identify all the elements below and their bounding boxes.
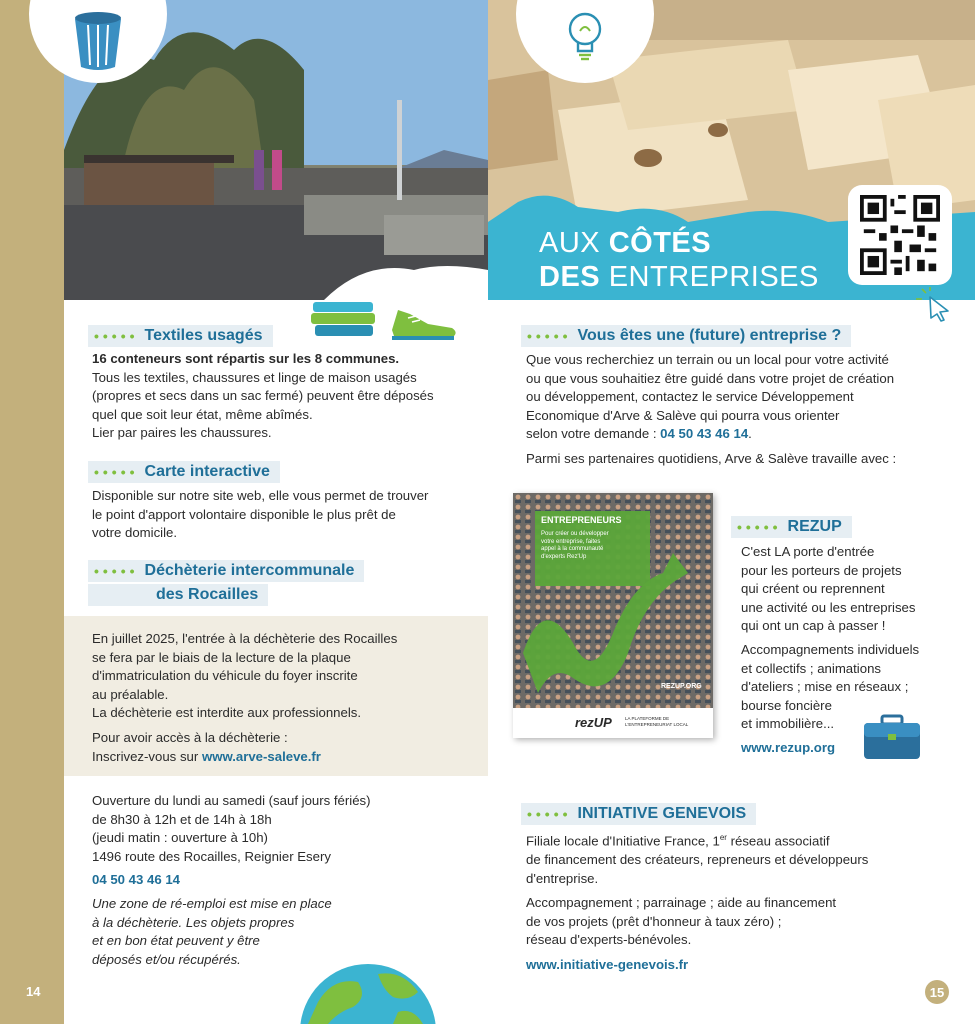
heading-carte-label: Carte interactive xyxy=(144,463,270,480)
globe-icon xyxy=(298,962,438,1024)
heading-dots: ••••• xyxy=(527,328,572,344)
lightbulb-icon xyxy=(562,9,608,65)
text-line: 1496 route des Rocailles, Reignier Esery xyxy=(92,848,331,864)
brochure-photo-mosaic xyxy=(513,493,713,738)
brochure-logo: rezUP xyxy=(575,715,612,730)
qr-code[interactable] xyxy=(848,185,952,285)
text-line: votre domicile. xyxy=(92,525,178,541)
text-line: et immobilière... xyxy=(741,716,835,732)
initiative-body xyxy=(526,829,946,975)
page-number-right: 15 xyxy=(929,984,945,1000)
textiles-body xyxy=(92,350,472,443)
brochure-site: REZUP.ORG xyxy=(661,683,702,690)
text-line: se fera par le biais de la lecture de la plaque xyxy=(92,649,351,665)
access-line xyxy=(92,748,477,767)
text-line: et en bon état peuvent y être xyxy=(92,933,260,949)
trash-bin-icon xyxy=(71,7,125,71)
text-line: (jeudi matin : ouverture à 10h) xyxy=(92,830,268,846)
text-line: Disponible sur notre site web, elle vous permet de trouver xyxy=(92,488,429,503)
heading-dots: ••••• xyxy=(94,464,139,480)
heading-dots: ••••• xyxy=(94,563,139,579)
decheterie-hours xyxy=(92,792,477,969)
heading-decheterie-line2 xyxy=(88,584,268,606)
text-line: à la déchèterie. Les objets propres xyxy=(92,914,295,930)
heading-rezup-label: REZUP xyxy=(787,518,842,535)
heading-initiative-label: INITIATIVE GENEVOIS xyxy=(577,805,747,822)
text-line: Que vous recherchiez un terrain ou un local pour votre activité xyxy=(526,352,889,367)
arve-saleve-link[interactable]: www.arve-saleve.fr xyxy=(201,748,321,764)
text-line: Pour avoir accès à la déchèterie : xyxy=(92,729,288,745)
heading-textiles xyxy=(88,325,273,347)
rezup-link[interactable]: www.rezup.org xyxy=(741,739,836,755)
text-line: En juillet 2025, l'entrée à la déchèterie des Rocailles xyxy=(92,631,398,646)
page-number-right-badge xyxy=(925,980,949,1004)
text-line: au préalable. xyxy=(92,686,169,702)
brochure-blurb: Pour créer ou développer votre entreprise, faites appel à la communauté d'experts Rez'Up xyxy=(541,531,609,560)
brochure-tag: ENTREPRENEURS xyxy=(541,515,622,525)
text-line: Une zone de ré-emploi est mise en place xyxy=(92,895,332,911)
text-line: qui ont un cap à passer ! xyxy=(741,618,886,634)
heading-decheterie-label: Déchèterie intercommunale xyxy=(144,562,355,579)
text-line: ou développement, contactez le service Développement xyxy=(526,389,854,405)
rezup-brochure-cover xyxy=(513,493,713,738)
heading-entreprise xyxy=(521,325,851,347)
initiative-line1 xyxy=(526,829,946,851)
briefcase-icon xyxy=(862,712,922,762)
heading-carte xyxy=(88,461,280,483)
text-segment: réseau associatif xyxy=(726,833,830,849)
text-line: quel que soit leur état, même abîmés. xyxy=(92,406,313,422)
carte-body xyxy=(92,487,477,543)
entreprise-phone-line xyxy=(526,425,946,444)
heading-entreprise-label: Vous êtes une (future) entreprise ? xyxy=(577,327,842,344)
initiative-link[interactable]: www.initiative-genevois.fr xyxy=(526,956,689,972)
brochure-tagline: LA PLATEFORME DE L'ENTREPRENEURIAT LOCAL xyxy=(625,716,689,727)
text-line: et collectifs ; animations xyxy=(741,660,881,676)
text-segment: Filiale locale d'Initiative France, 1 xyxy=(526,833,720,849)
qr-code-pattern xyxy=(858,195,942,275)
text-line: (propres et secs dans un sac fermé) peuvent être déposés xyxy=(92,388,434,404)
text-line: Accompagnements individuels xyxy=(741,641,920,657)
text-line: une activité ou les entreprises xyxy=(741,599,916,615)
text-line: le point d'apport volontaire disponible le plus prêt de xyxy=(92,506,396,522)
text-line: d'immatriculation du véhicule du foyer inscrite xyxy=(92,668,358,684)
text-line: ou que vous souhaitiez être guidé dans votre projet de création xyxy=(526,370,895,386)
text-line: déposés et/ou récupérés. xyxy=(92,951,241,967)
cursor-click-icon xyxy=(914,287,954,323)
heading-decheterie xyxy=(88,560,364,582)
heading-dots: ••••• xyxy=(527,806,572,822)
decheterie-phone[interactable]: 04 50 43 46 14 xyxy=(92,872,180,888)
text-line: Accompagnement ; parrainage ; aide au financement xyxy=(526,895,837,911)
rezup-body xyxy=(741,543,956,758)
text-line: C'est LA porte d'entrée xyxy=(741,544,875,559)
text-segment: . xyxy=(748,426,752,442)
text-line: d'entreprise. xyxy=(526,870,599,886)
heading-initiative xyxy=(521,803,756,825)
text-line: Ouverture du lundi au samedi (sauf jours fériés) xyxy=(92,793,371,808)
left-margin-band xyxy=(0,0,64,1024)
text-line: de vos projets (prêt d'honneur à taux zéro) ; xyxy=(526,913,782,929)
text-line: Tous les textiles, chaussures et linge de maison usagés xyxy=(92,369,417,385)
text-line: Parmi ses partenaires quotidiens, Arve & Salève travaille avec : xyxy=(526,450,897,466)
entreprise-phone[interactable]: 04 50 43 46 14 xyxy=(660,426,749,442)
superscript: er xyxy=(719,833,727,842)
heading-dots: ••••• xyxy=(737,519,782,535)
text-line: réseau d'experts-bénévoles. xyxy=(526,932,692,948)
text-line: bourse foncière xyxy=(741,697,832,713)
text-line: La déchèterie est interdite aux professionnels. xyxy=(92,705,362,721)
text-line: d'ateliers ; mise en réseaux ; xyxy=(741,679,909,695)
heading-decheterie-label2: des Rocailles xyxy=(156,586,259,603)
text-segment: Inscrivez-vous sur xyxy=(92,748,202,764)
text-line: pour les porteurs de projets xyxy=(741,562,902,578)
text-line: Economique d'Arve & Salève qui pourra vous orienter xyxy=(526,407,840,423)
folded-clothes-icon xyxy=(309,298,379,342)
heading-dots: ••••• xyxy=(94,328,139,344)
sneakers-icon xyxy=(388,300,460,342)
heading-textiles-label: Textiles usagés xyxy=(144,327,263,344)
banner-title: AUX CÔTÉS DES ENTREPRISES xyxy=(539,227,819,293)
heading-rezup xyxy=(731,516,852,538)
text-line: Lier par paires les chaussures. xyxy=(92,425,272,441)
page-number-left: 14 xyxy=(26,984,41,999)
text-line: de 8h30 à 12h et de 14h à 18h xyxy=(92,811,272,827)
textiles-bold-line: 16 conteneurs sont répartis sur les 8 communes. xyxy=(92,351,400,366)
decheterie-box-text xyxy=(92,630,477,766)
text-line: de financement des créateurs, repreneurs et développeurs xyxy=(526,851,869,867)
entreprise-body xyxy=(526,351,946,469)
text-segment: selon votre demande : xyxy=(526,426,661,442)
text-line: qui créent ou reprennent xyxy=(741,581,885,597)
